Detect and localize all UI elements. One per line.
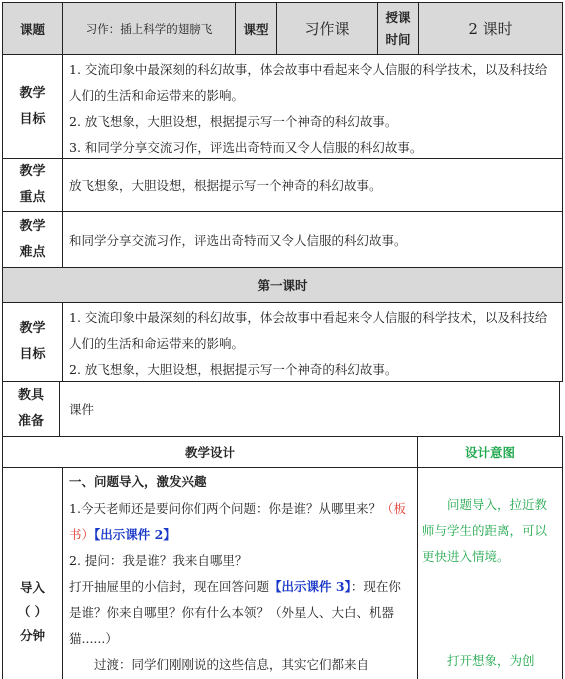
transition: 过渡：同学们刚刚说的这些信息，其实它们都来自 bbox=[94, 657, 370, 672]
section-title: 一、问题导入，激发兴趣 bbox=[69, 474, 207, 489]
design-header: 教学设计 bbox=[2, 436, 418, 468]
type-value: 习作课 bbox=[276, 2, 378, 55]
lesson1-title: 第一课时 bbox=[2, 267, 563, 303]
difficulty-text: 和同学分享交流习作，评选出奇特而又令人信服的科幻故事。 bbox=[62, 211, 563, 268]
lesson1-goal-2: 2. 放飞想象，大胆设想，根据提示写一个神奇的科幻故事。 bbox=[69, 362, 398, 377]
step-3: 打开抽屉里的小信封，现在回答问题【出示课件 3】：现在你是谁？你来自哪里？你有什么本领？（外星人、大白、机器猫......） bbox=[69, 579, 401, 646]
goal-1: 1. 交流印象中最深刻的科幻故事，体会故事中看起来令人信服的科学技术，以及科技给人们的生活和命运带来的影响。 bbox=[69, 62, 548, 103]
intent-2: 打开想象，为创 bbox=[447, 653, 535, 668]
intro-label-3: 分钟 bbox=[19, 628, 45, 643]
goal-3: 3. 和同学分享交流习作，评选出奇特而又令人信服的科幻故事。 bbox=[69, 140, 423, 155]
intent-1: 问题导入，拉近教师与学生的距离，可以更快进入情境。 bbox=[422, 497, 548, 564]
goals-label: 教学目标 bbox=[2, 54, 63, 159]
focus-text: 放飞想象，大胆设想，根据提示写一个神奇的科幻故事。 bbox=[62, 158, 563, 212]
topic-value: 习作：插上科学的翅膀飞 bbox=[62, 2, 236, 55]
prep-value: 课件 bbox=[59, 381, 560, 437]
difficulty-label: 教学难点 bbox=[2, 211, 63, 268]
intro-content bbox=[62, 467, 418, 679]
goal-2: 2. 放飞想象，大胆设想，根据提示写一个神奇的科幻故事。 bbox=[69, 114, 398, 129]
focus-label: 教学重点 bbox=[2, 158, 63, 212]
goals-text bbox=[62, 54, 563, 159]
intro-label bbox=[2, 467, 63, 679]
lesson1-goals-label: 教学目标 bbox=[2, 302, 63, 382]
intro-label-2: （ ） bbox=[17, 604, 48, 619]
hours-label: 授课时间 bbox=[377, 2, 419, 55]
lesson1-goal-1: 1. 交流印象中最深刻的科幻故事，体会故事中看起来令人信服的科学技术，以及科技给人们的生活和命运带来的影响。 bbox=[69, 310, 548, 351]
type-label: 课型 bbox=[235, 2, 277, 55]
intro-intent bbox=[417, 467, 563, 679]
step-2: 2. 提问：我是谁？我来自哪里？ bbox=[69, 553, 248, 568]
prep-label: 教具准备 bbox=[2, 381, 60, 437]
step-1: 1.今天老师还是要问你们两个问题：你是谁？从哪里来？（板书）【出示课件 2】 bbox=[69, 501, 406, 542]
hours-value: 2 课时 bbox=[418, 2, 563, 55]
lesson1-goals-text bbox=[62, 302, 563, 382]
intent-header: 设计意图 bbox=[417, 436, 563, 468]
topic-label: 课题 bbox=[2, 2, 63, 55]
intro-label-1: 导入 bbox=[19, 580, 45, 595]
